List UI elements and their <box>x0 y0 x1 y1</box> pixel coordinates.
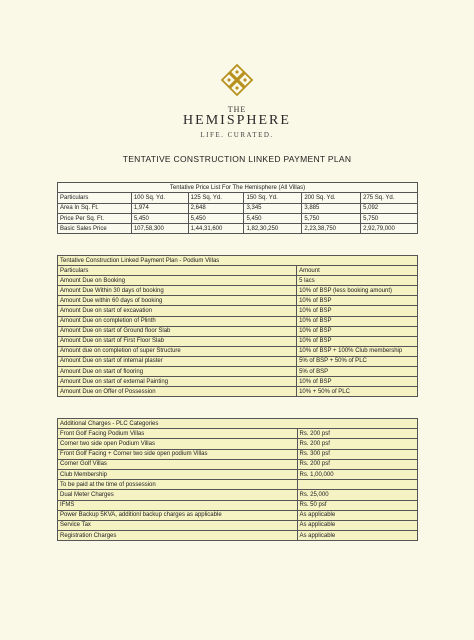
table-row <box>58 387 418 397</box>
header-cell: 275 Sq. Yd. <box>361 193 418 203</box>
table-cell: 5% of BSP + 50% of PLC <box>297 356 418 366</box>
table-cell: 5,750 <box>302 213 361 223</box>
table-cell: Rs. 200 psf <box>297 459 417 469</box>
table-cell: Amount due on completion of super Structure <box>58 346 297 356</box>
table-cell: Amount Due on start of internal plaster <box>58 356 297 366</box>
table-cell <box>297 480 417 490</box>
table-cell: Rs. 50 psf <box>297 500 417 510</box>
table-row <box>58 356 418 366</box>
table-cell: As applicable <box>297 531 417 541</box>
table-cell: Power Backup 5KVA, additionl backup charges as applicable <box>58 510 298 520</box>
table-cell: Registration Charges <box>58 531 298 541</box>
table-cell: Rs. 25,000 <box>297 490 417 500</box>
table-cell: 5,450 <box>244 213 302 223</box>
table-row <box>58 336 418 346</box>
table-cell: Amount Due on start of flooring <box>58 367 297 377</box>
table-row <box>58 531 418 541</box>
table-row <box>58 224 418 234</box>
table-cell: Area In Sq. Ft. <box>58 203 132 213</box>
table-row <box>58 286 418 296</box>
table-cell: 5,750 <box>361 213 418 223</box>
table-cell: Club Membership <box>58 469 298 479</box>
header-cell: 125 Sq. Yd. <box>188 193 244 203</box>
table-cell: Amount Due on Booking <box>58 276 297 286</box>
table-cell: Amount Due on start of First Floor Slab <box>58 336 297 346</box>
table-cell: Rs. 300 psf <box>297 449 417 459</box>
header-cell: 150 Sq. Yd. <box>244 193 302 203</box>
table-caption-row <box>58 419 418 429</box>
table-caption-row <box>58 183 418 193</box>
table-cell: Basic Sales Price <box>58 224 132 234</box>
table-cell: Amount Due on completion of Plinth <box>58 316 297 326</box>
table-cell: 107,58,300 <box>131 224 188 234</box>
table-row <box>58 367 418 377</box>
table-cell: As applicable <box>297 510 417 520</box>
table-cell: 1,44,31,600 <box>188 224 244 234</box>
table-cell: Corner Golf Villas <box>58 459 298 469</box>
knot-emblem-icon <box>219 62 255 98</box>
table-cell: IFMS <box>58 500 298 510</box>
header-cell: 200 Sq. Yd. <box>302 193 361 203</box>
table-row <box>58 429 418 439</box>
table-cell: 1,82,30,250 <box>244 224 302 234</box>
table-cell: 1,974 <box>131 203 188 213</box>
table-caption: Tentative Price List For The Hemisphere (All Villas) <box>58 183 418 193</box>
table-row <box>58 459 418 469</box>
table-cell: 5,450 <box>188 213 244 223</box>
table-cell: Amount Due on Offer of Possession <box>58 387 297 397</box>
table-cell: 3,345 <box>244 203 302 213</box>
table-cell: Corner two side open Podium Villas <box>58 439 298 449</box>
brand-name: HEMISPHERE <box>183 113 291 128</box>
table-row <box>58 520 418 530</box>
brand-tagline: LIFE. CURATED. <box>200 131 274 139</box>
table-row <box>58 469 418 479</box>
table-cell: 10% of BSP <box>297 326 418 336</box>
table-cell: Amount Due Within 30 days of booking <box>58 286 297 296</box>
table-row <box>58 276 418 286</box>
table-row <box>58 316 418 326</box>
table-cell: 2,23,38,750 <box>302 224 361 234</box>
table-cell: 10% of BSP + 100% Club membership <box>297 346 418 356</box>
table-cell: 5% of BSP <box>297 367 418 377</box>
table-row <box>58 326 418 336</box>
table-cell: Amount Due on start of excavation <box>58 306 297 316</box>
table-cell: Amount Due within 60 days of booking <box>58 296 297 306</box>
payment-plan-table <box>57 255 418 397</box>
table-cell: Amount Due on start of external Painting <box>58 377 297 387</box>
header-cell: Amount <box>297 266 418 276</box>
table-cell: Rs. 200 psf <box>297 429 417 439</box>
brand-prefix: THE <box>227 105 247 114</box>
table-cell: Price Per Sq. Ft. <box>58 213 132 223</box>
table-row <box>58 377 418 387</box>
table-cell: 10% of BSP <box>297 316 418 326</box>
table-row <box>58 306 418 316</box>
table-cell: 10% of BSP <box>297 377 418 387</box>
table-caption: Tentative Construction Linked Payment Plan - Podium Villas <box>58 256 418 266</box>
table-cell: Service Tax <box>58 520 298 530</box>
hemisphere-logo <box>0 62 474 98</box>
table-row <box>58 296 418 306</box>
table-cell: 5 lacs <box>297 276 418 286</box>
table-row <box>58 490 418 500</box>
table-cell: 5,450 <box>131 213 188 223</box>
page-title: TENTATIVE CONSTRUCTION LINKED PAYMENT PLAN <box>122 154 352 164</box>
table-cell: Rs. 200 psf <box>297 439 417 449</box>
table-row <box>58 500 418 510</box>
table-cell: Dual Meter Charges <box>58 490 298 500</box>
table-caption-row <box>58 256 418 266</box>
table-row <box>58 439 418 449</box>
table-caption: Additional Charges - PLC Categories <box>58 419 418 429</box>
table-cell: 5,092 <box>361 203 418 213</box>
header-cell: 100 Sq. Yd. <box>131 193 188 203</box>
table-cell: Front Golf Facing Podium Villas <box>58 429 298 439</box>
table-cell: 10% of BSP (less booking amount) <box>297 286 418 296</box>
table-cell: 10% of BSP <box>297 336 418 346</box>
table-cell: 2,648 <box>188 203 244 213</box>
table-row <box>58 203 418 213</box>
table-cell: 2,92,79,000 <box>361 224 418 234</box>
table-cell: Rs. 1,00,000 <box>297 469 417 479</box>
price-list-table <box>57 182 418 234</box>
table-row <box>58 213 418 223</box>
table-row <box>58 480 418 490</box>
header-cell: Particulars <box>58 266 297 276</box>
table-header-row <box>58 193 418 203</box>
table-cell: 10% of BSP <box>297 306 418 316</box>
table-row <box>58 510 418 520</box>
header-cell: Particulars <box>58 193 132 203</box>
table-row <box>58 449 418 459</box>
table-cell: 3,885 <box>302 203 361 213</box>
table-cell: Front Golf Facing + Corner two side open podium Villas <box>58 449 298 459</box>
additional-charges-table <box>57 418 418 541</box>
table-cell: 10% of BSP <box>297 296 418 306</box>
table-cell: To be paid at the time of possession <box>58 480 298 490</box>
table-cell: As applicable <box>297 520 417 530</box>
table-cell: 10% + 50% of PLC <box>297 387 418 397</box>
table-header-row <box>58 266 418 276</box>
table-row <box>58 346 418 356</box>
table-cell: Amount Due on start of Ground floor Slab <box>58 326 297 336</box>
